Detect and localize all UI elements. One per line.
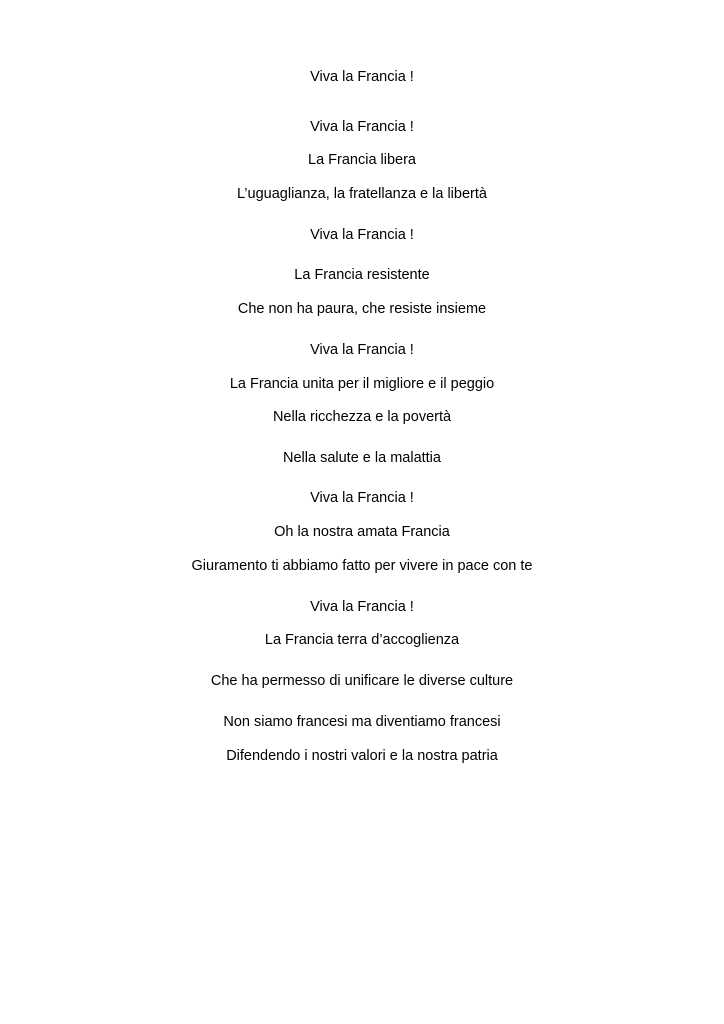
poem-line: Viva la Francia ! xyxy=(310,119,414,135)
poem-line: Nella ricchezza e la povertà xyxy=(272,409,452,425)
poem-line: Giuramento ti abbiamo fatto per vivere in pace con te xyxy=(191,558,533,574)
poem-line: Che non ha paura, che resiste insieme xyxy=(237,301,487,317)
poem-line: Viva la Francia ! xyxy=(310,342,414,358)
poem-line: Che ha permesso di unificare le diverse culture xyxy=(210,673,514,689)
poem-line: La Francia libera xyxy=(308,152,416,168)
poem-line: Viva la Francia ! xyxy=(310,69,414,85)
poem-line: La Francia resistente xyxy=(294,267,430,283)
poem-line: Viva la Francia ! xyxy=(310,490,414,506)
poem-line: Difendendo i nostri valori e la nostra patria xyxy=(226,748,498,764)
poem-line: Non siamo francesi ma diventiamo francesi xyxy=(223,714,501,730)
poem-line: La Francia terra d’accoglienza xyxy=(264,632,460,648)
poem-line: Nella salute e la malattia xyxy=(283,450,441,466)
poem-line: L’uguaglianza, la fratellanza e la libertà xyxy=(237,186,487,202)
poem-line: Viva la Francia ! xyxy=(310,227,414,243)
poem-line: Viva la Francia ! xyxy=(310,599,414,615)
poem-line: Oh la nostra amata Francia xyxy=(274,524,450,540)
poem-line: La Francia unita per il migliore e il peggio xyxy=(229,376,495,392)
